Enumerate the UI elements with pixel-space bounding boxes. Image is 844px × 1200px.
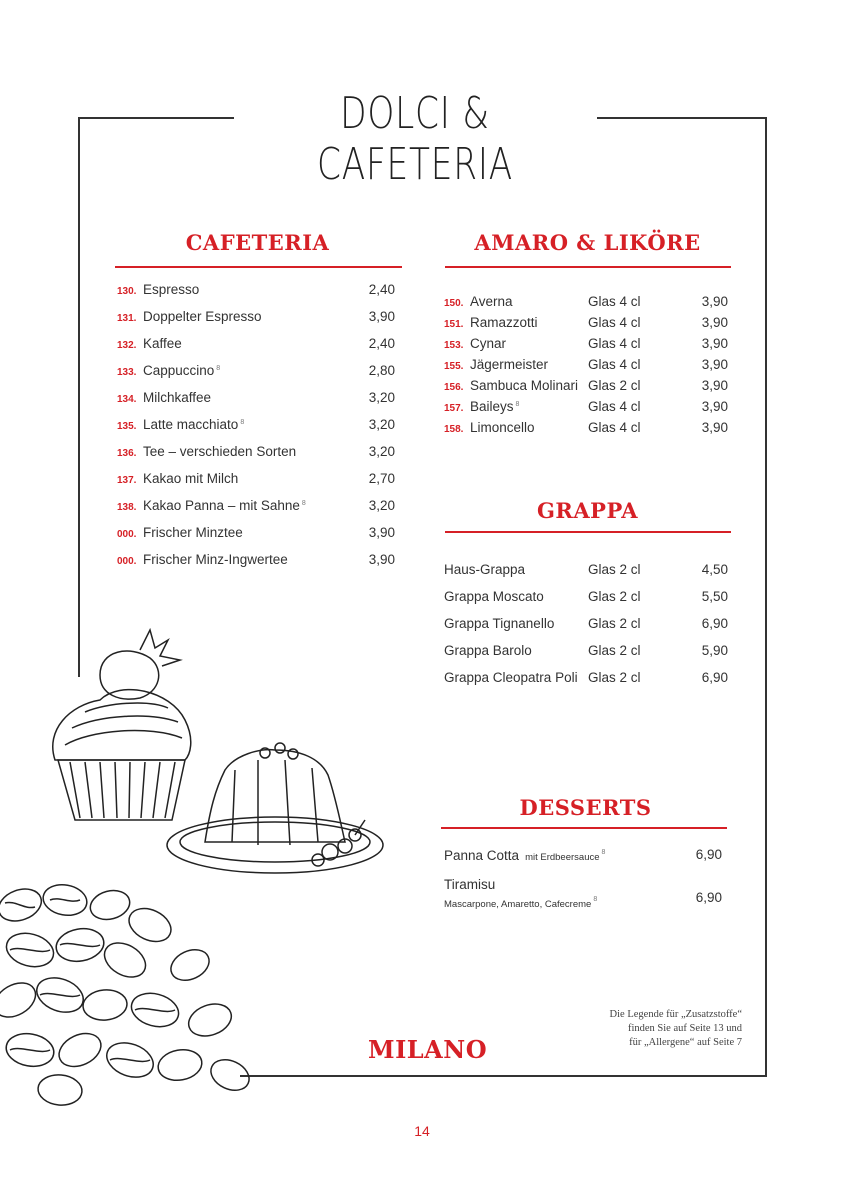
item-price: 3,90 [368,309,395,324]
item-name-text: Frischer Minztee [143,525,243,540]
dessert-item [444,876,722,912]
item-name [143,309,355,324]
menu-item [117,552,395,567]
pudding-icon [205,750,345,842]
menu-item [444,420,728,435]
item-price: 3,20 [368,390,395,405]
grappa-rule [445,531,731,533]
dessert-name: Tiramisu [444,877,496,892]
item-price: 3,20 [368,498,395,513]
legend-note [560,1008,742,1050]
item-name-text: Tee – verschieden Sorten [143,444,297,459]
item-price: 3,20 [368,444,395,459]
menu-item [444,562,728,577]
cafeteria-title: CAFETERIA [185,230,330,255]
legend-line: finden Sie auf Seite 13 und [627,1023,742,1034]
item-name [143,552,355,567]
menu-item [117,309,395,324]
item-name [444,616,588,631]
item-number: 130. [117,286,137,297]
item-number: 137. [117,475,137,486]
menu-item [117,390,395,405]
item-number: 134. [117,394,137,405]
item-note: 8 [301,499,306,507]
menu-item [117,282,395,297]
item-number: 153. [444,340,464,351]
dessert-description: mit Erdbeersauce [525,852,600,863]
item-price: 3,90 [701,420,728,435]
menu-item [117,525,395,540]
item-quantity: Glas 4 cl [588,399,641,414]
page-title: DOLCI & CAFETERIA [317,88,513,190]
item-number: 138. [117,502,137,513]
item-name [444,643,588,658]
page-number: 14 [414,1123,430,1139]
cupcake-frosting-icon [53,690,191,760]
item-name-text: Haus-Grappa [444,562,526,577]
item-price: 3,20 [368,417,395,432]
coffee-beans-icon [0,881,254,1106]
item-price: 5,90 [701,643,728,658]
item-name [143,363,355,378]
item-name-text: Grappa Barolo [444,643,532,658]
menu-item [117,417,395,432]
item-quantity: Glas 4 cl [588,294,641,309]
item-name [143,525,355,540]
item-price: 4,50 [701,562,728,577]
item-price: 2,80 [368,363,395,378]
item-name-text: Doppelter Espresso [143,309,262,324]
menu-item [444,294,728,309]
dessert-coffee-illustration [0,620,400,1120]
item-name [470,315,588,330]
menu-item [444,643,728,658]
item-name-text: Espresso [143,282,200,297]
menu-item [444,315,728,330]
item-price: 3,90 [701,294,728,309]
dessert-price: 6,90 [695,890,722,905]
menu-item [444,399,728,414]
amaro-title: AMARO & LIKÖRE [474,230,701,255]
item-price: 3,90 [701,315,728,330]
item-name-text: Kakao Panna – mit Sahne [143,498,300,513]
item-name-text: Grappa Moscato [444,589,544,604]
item-quantity: Glas 2 cl [588,670,641,685]
item-price: 5,50 [701,589,728,604]
item-price: 2,70 [368,471,395,486]
item-name-text: Cynar [470,336,507,351]
item-number: 000. [117,556,137,567]
item-price: 3,90 [368,525,395,540]
item-name [470,294,588,309]
dessert-item [444,847,722,865]
item-name [143,417,355,432]
item-name-text: Jägermeister [470,357,549,372]
brand-logo: MILANO [368,1035,488,1064]
item-name [143,390,355,405]
dessert-info [444,876,674,912]
menu-item [444,589,728,604]
item-quantity: Glas 2 cl [588,589,641,604]
item-number: 150. [444,298,464,309]
item-name-text: Frischer Minz-Ingwertee [143,552,288,567]
item-name [470,336,588,351]
legend-line: Die Legende für „Zusatzstoffe“ [609,1009,742,1020]
item-price: 2,40 [368,282,395,297]
item-quantity: Glas 2 cl [588,562,641,577]
menu-item [117,498,395,513]
item-number: 133. [117,367,137,378]
item-name [143,282,355,297]
item-name-text: Ramazzotti [470,315,538,330]
item-name [444,562,588,577]
menu-item [117,363,395,378]
item-name-text: Grappa Cleopatra Poli [444,670,578,685]
item-quantity: Glas 2 cl [588,643,641,658]
item-price: 3,90 [368,552,395,567]
desserts-rule [441,827,727,829]
item-name-text: Limoncello [470,420,535,435]
item-number: 156. [444,382,464,393]
item-quantity: Glas 4 cl [588,420,641,435]
item-price: 3,90 [701,399,728,414]
frame-top-right [597,117,767,119]
dessert-description: Mascarpone, Amaretto, Cafecreme [444,899,592,910]
menu-item [444,378,728,393]
cafeteria-rule [115,266,402,268]
item-number: 132. [117,340,137,351]
item-name [143,336,355,351]
item-number: 151. [444,319,464,330]
plate-icon [167,817,383,873]
item-name [444,670,588,685]
item-name [444,589,588,604]
item-name-text: Grappa Tignanello [444,616,555,631]
menu-item [444,670,728,685]
item-quantity: Glas 4 cl [588,336,641,351]
item-name [470,357,588,372]
dessert-name: Panna Cotta [444,848,520,863]
dessert-price: 6,90 [695,847,722,862]
item-name-text: Cappuccino [143,363,215,378]
item-name-text: Latte macchiato [143,417,239,432]
item-note: 8 [515,400,520,408]
item-quantity: Glas 2 cl [588,616,641,631]
item-name [470,420,588,435]
item-name-text: Kaffee [143,336,182,351]
item-note: 8 [216,364,221,372]
legend-line: für „Allergene“ auf Seite 7 [629,1037,742,1048]
item-number: 157. [444,403,464,414]
item-price: 2,40 [368,336,395,351]
menu-item [444,616,728,631]
frame-top-left [78,117,234,119]
item-price: 3,90 [701,336,728,351]
item-price: 3,90 [701,357,728,372]
item-name [143,444,355,459]
item-number: 135. [117,421,137,432]
item-quantity: Glas 4 cl [588,357,641,372]
strawberry-icon [100,651,159,699]
frame-right [765,117,767,1077]
item-quantity: Glas 4 cl [588,315,641,330]
menu-item [117,336,395,351]
item-name-text: Averna [470,294,513,309]
item-name-text: Baileys [470,399,514,414]
item-name [470,378,588,393]
item-number: 155. [444,361,464,372]
desserts-title: DESSERTS [519,795,652,820]
menu-item [117,444,395,459]
item-name-text: Kakao mit Milch [143,471,239,486]
menu-item [117,471,395,486]
item-number: 158. [444,424,464,435]
item-number: 131. [117,313,137,324]
item-name-text: Milchkaffee [143,390,212,405]
grappa-title: GRAPPA [536,498,639,523]
dessert-note: 8 [593,895,598,903]
item-price: 3,90 [701,378,728,393]
item-name [143,471,355,486]
item-name-text: Sambuca Molinari [470,378,579,393]
item-number: 136. [117,448,137,459]
item-quantity: Glas 2 cl [588,378,641,393]
item-price: 6,90 [701,670,728,685]
amaro-rule [445,266,731,268]
dessert-info [444,847,674,865]
frame-left [78,117,80,677]
item-number: 000. [117,529,137,540]
item-price: 6,90 [701,616,728,631]
item-name [470,399,588,414]
menu-item [444,336,728,351]
item-name [143,498,355,513]
dessert-note: 8 [601,848,606,856]
item-note: 8 [240,418,245,426]
menu-item [444,357,728,372]
